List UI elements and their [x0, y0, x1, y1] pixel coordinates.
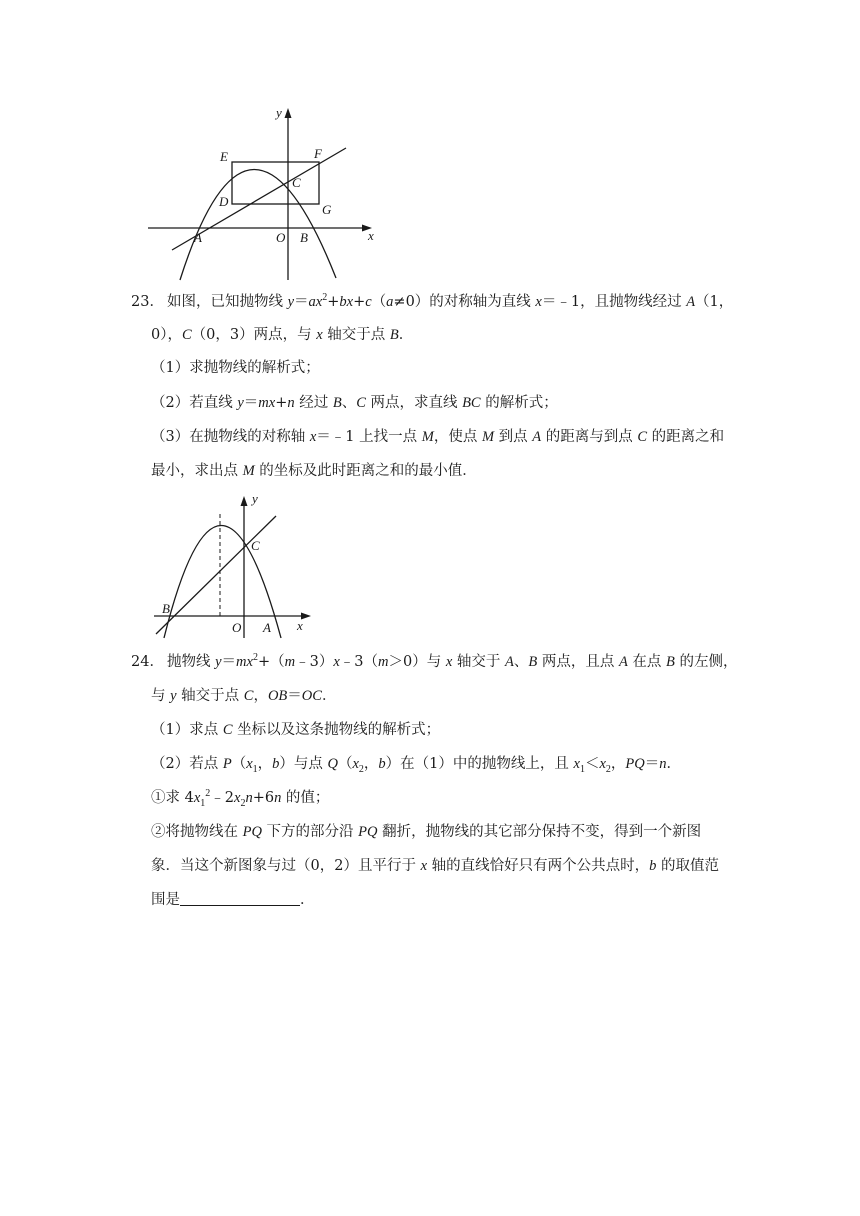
y-arrow-icon [285, 108, 292, 118]
label-a: A [263, 620, 271, 635]
q24-number: 24． [131, 654, 164, 670]
label-x: x [368, 228, 374, 243]
label-b: B [300, 230, 308, 245]
rectangle-defg [232, 162, 319, 204]
label-x: x [297, 618, 303, 633]
label-b: B [162, 601, 170, 616]
label-y: y [252, 491, 258, 506]
label-y: y [276, 105, 282, 120]
label-c: C [292, 175, 301, 190]
label-d: D [219, 194, 229, 209]
figure-1 [140, 100, 380, 285]
q23-number: 23． [131, 294, 164, 310]
label-o: O [232, 620, 242, 635]
parabola [180, 169, 336, 280]
label-c: C [251, 538, 260, 553]
label-o: O [276, 230, 286, 245]
label-a: A [194, 230, 202, 245]
label-g: G [322, 202, 332, 217]
label-e: E [220, 149, 228, 164]
answer-blank[interactable] [180, 891, 300, 906]
y-arrow-icon [241, 496, 248, 506]
label-f: F [314, 146, 322, 161]
figure-2 [150, 488, 320, 640]
